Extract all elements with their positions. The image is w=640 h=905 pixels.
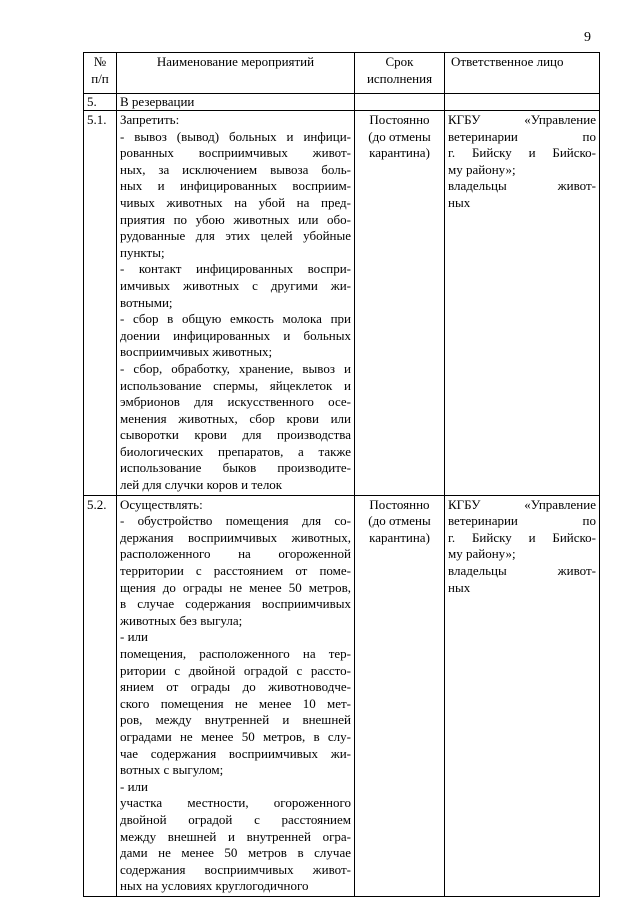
- text-line: му району»;: [448, 161, 516, 177]
- text-line: участка местности, огороженного: [120, 795, 351, 811]
- text-line: КГБУ «Управление: [448, 112, 596, 127]
- header-num-text: № п/п: [91, 54, 109, 86]
- text-line: животных без выгула;: [120, 612, 243, 628]
- text-line: ных на условиях круглогодичного: [120, 878, 309, 894]
- text-line: ных и инфицированных восприим-: [120, 178, 351, 194]
- header-term: [355, 53, 445, 94]
- text-line: эмбрионов для искусственного осе-: [120, 394, 351, 410]
- table-row: [84, 495, 600, 896]
- text-line: ветеринарии по: [448, 128, 596, 144]
- text-line: чивых животных на убой на пред-: [120, 194, 351, 210]
- text-line: карантина): [369, 145, 430, 161]
- text-line: рудованные для этих целей убойные: [120, 228, 351, 244]
- section-term-empty: [355, 94, 445, 111]
- text-line: ных, за исключением вывоза боль-: [120, 161, 351, 177]
- text-line: - обустройство помещения для со-: [120, 513, 351, 529]
- text-line: карантина): [369, 529, 430, 545]
- row-term: [355, 495, 445, 896]
- text-line: оградами не менее 50 метров, в слу-: [120, 728, 351, 744]
- section-resp-empty: [445, 94, 600, 111]
- text-line: г. Бийску и Бийско-: [448, 145, 596, 161]
- text-line: сыворотки крови для производства: [120, 427, 351, 443]
- row-measures: [117, 495, 355, 896]
- text-line: Запретить:: [120, 112, 180, 127]
- text-line: доении инфицированных и больных: [120, 327, 351, 343]
- text-line: г. Бийску и Бийско-: [448, 529, 596, 545]
- text-line: ных: [448, 194, 471, 210]
- text-line: Постоянно: [369, 496, 430, 512]
- text-line: (до отмены: [368, 513, 431, 529]
- text-line: расположенного на огороженной: [120, 546, 351, 562]
- text-line: - сбор, обработку, хранение, вывоз и: [120, 360, 351, 376]
- text-line: в случае содержания восприимчивых: [120, 596, 351, 612]
- table-row: [84, 111, 600, 496]
- text-line: владельцы живот-: [448, 563, 596, 579]
- text-line: щения до ограды не менее 50 метров,: [120, 579, 351, 595]
- text-line: дами не менее 50 метров в случае: [120, 845, 351, 861]
- header-responsible: Ответственное лицо: [445, 53, 600, 94]
- header-term-text: Срок исполнения: [366, 54, 433, 86]
- text-line: му району»;: [448, 546, 516, 562]
- page-number: 9: [584, 30, 591, 45]
- measures-table: [83, 52, 600, 897]
- row-responsible: [445, 495, 600, 896]
- text-line: использование быков производите-: [120, 460, 351, 476]
- text-line: - или: [120, 629, 148, 645]
- section-num: 5.: [84, 94, 117, 111]
- text-line: вотными;: [120, 294, 173, 310]
- text-line: ветеринарии по: [448, 513, 596, 529]
- text-line: вотных с выгулом;: [120, 762, 224, 778]
- row-num: 5.1.: [84, 111, 117, 496]
- header-name: Наименование мероприятий: [117, 53, 355, 94]
- text-line: чае содержания восприимчивых жи-: [120, 745, 351, 761]
- text-line: (до отмены: [368, 128, 431, 144]
- text-line: приятия по убою животных или обо-: [120, 211, 351, 227]
- row-responsible: [445, 111, 600, 496]
- text-line: менения животных, сбор крови или: [120, 410, 351, 426]
- section-row: [84, 94, 600, 111]
- text-line: двойной оградой с расстоянием: [120, 811, 351, 827]
- text-line: - или: [120, 778, 148, 794]
- text-line: рованных восприимчивых живот-: [120, 145, 351, 161]
- row-num: 5.2.: [84, 495, 117, 896]
- text-line: ров, между внутренней и внешней: [120, 712, 351, 728]
- header-num: [84, 53, 117, 94]
- text-line: янием от ограды до животноводче-: [120, 679, 351, 695]
- text-line: КГБУ «Управление: [448, 496, 596, 512]
- text-line: имчивых животных с другими жи-: [120, 277, 351, 293]
- text-line: территории с расстоянием от поме-: [120, 563, 351, 579]
- text-line: держания восприимчивых животных,: [120, 529, 351, 545]
- text-line: - вывоз (вывод) больных и инфици-: [120, 128, 351, 144]
- text-line: - сбор в общую емкость молока при: [120, 311, 351, 327]
- text-line: ского помещения не менее 10 мет-: [120, 695, 351, 711]
- row-term: [355, 111, 445, 496]
- text-line: ритории с двойной оградой с рассто-: [120, 662, 351, 678]
- text-line: пункты;: [120, 244, 165, 260]
- text-line: биологических препаратов, а также: [120, 443, 351, 459]
- text-line: Постоянно: [369, 112, 430, 127]
- section-title: В резервации: [117, 94, 355, 111]
- text-line: содержания восприимчивых живот-: [120, 861, 351, 877]
- text-line: владельцы живот-: [448, 178, 596, 194]
- text-line: - контакт инфицированных воспри-: [120, 261, 351, 277]
- text-line: восприимчивых животных;: [120, 344, 273, 360]
- table-header-row: [84, 53, 600, 94]
- text-line: лей для случки коров и телок: [120, 477, 283, 493]
- text-line: помещения, расположенного на тер-: [120, 646, 351, 661]
- text-line: между внешней и внутренней огра-: [120, 828, 351, 844]
- text-line: Осуществлять:: [120, 496, 203, 512]
- text-line: использование спермы, яйцеклеток и: [120, 377, 351, 393]
- row-measures: [117, 111, 355, 496]
- text-line: ных: [448, 579, 471, 595]
